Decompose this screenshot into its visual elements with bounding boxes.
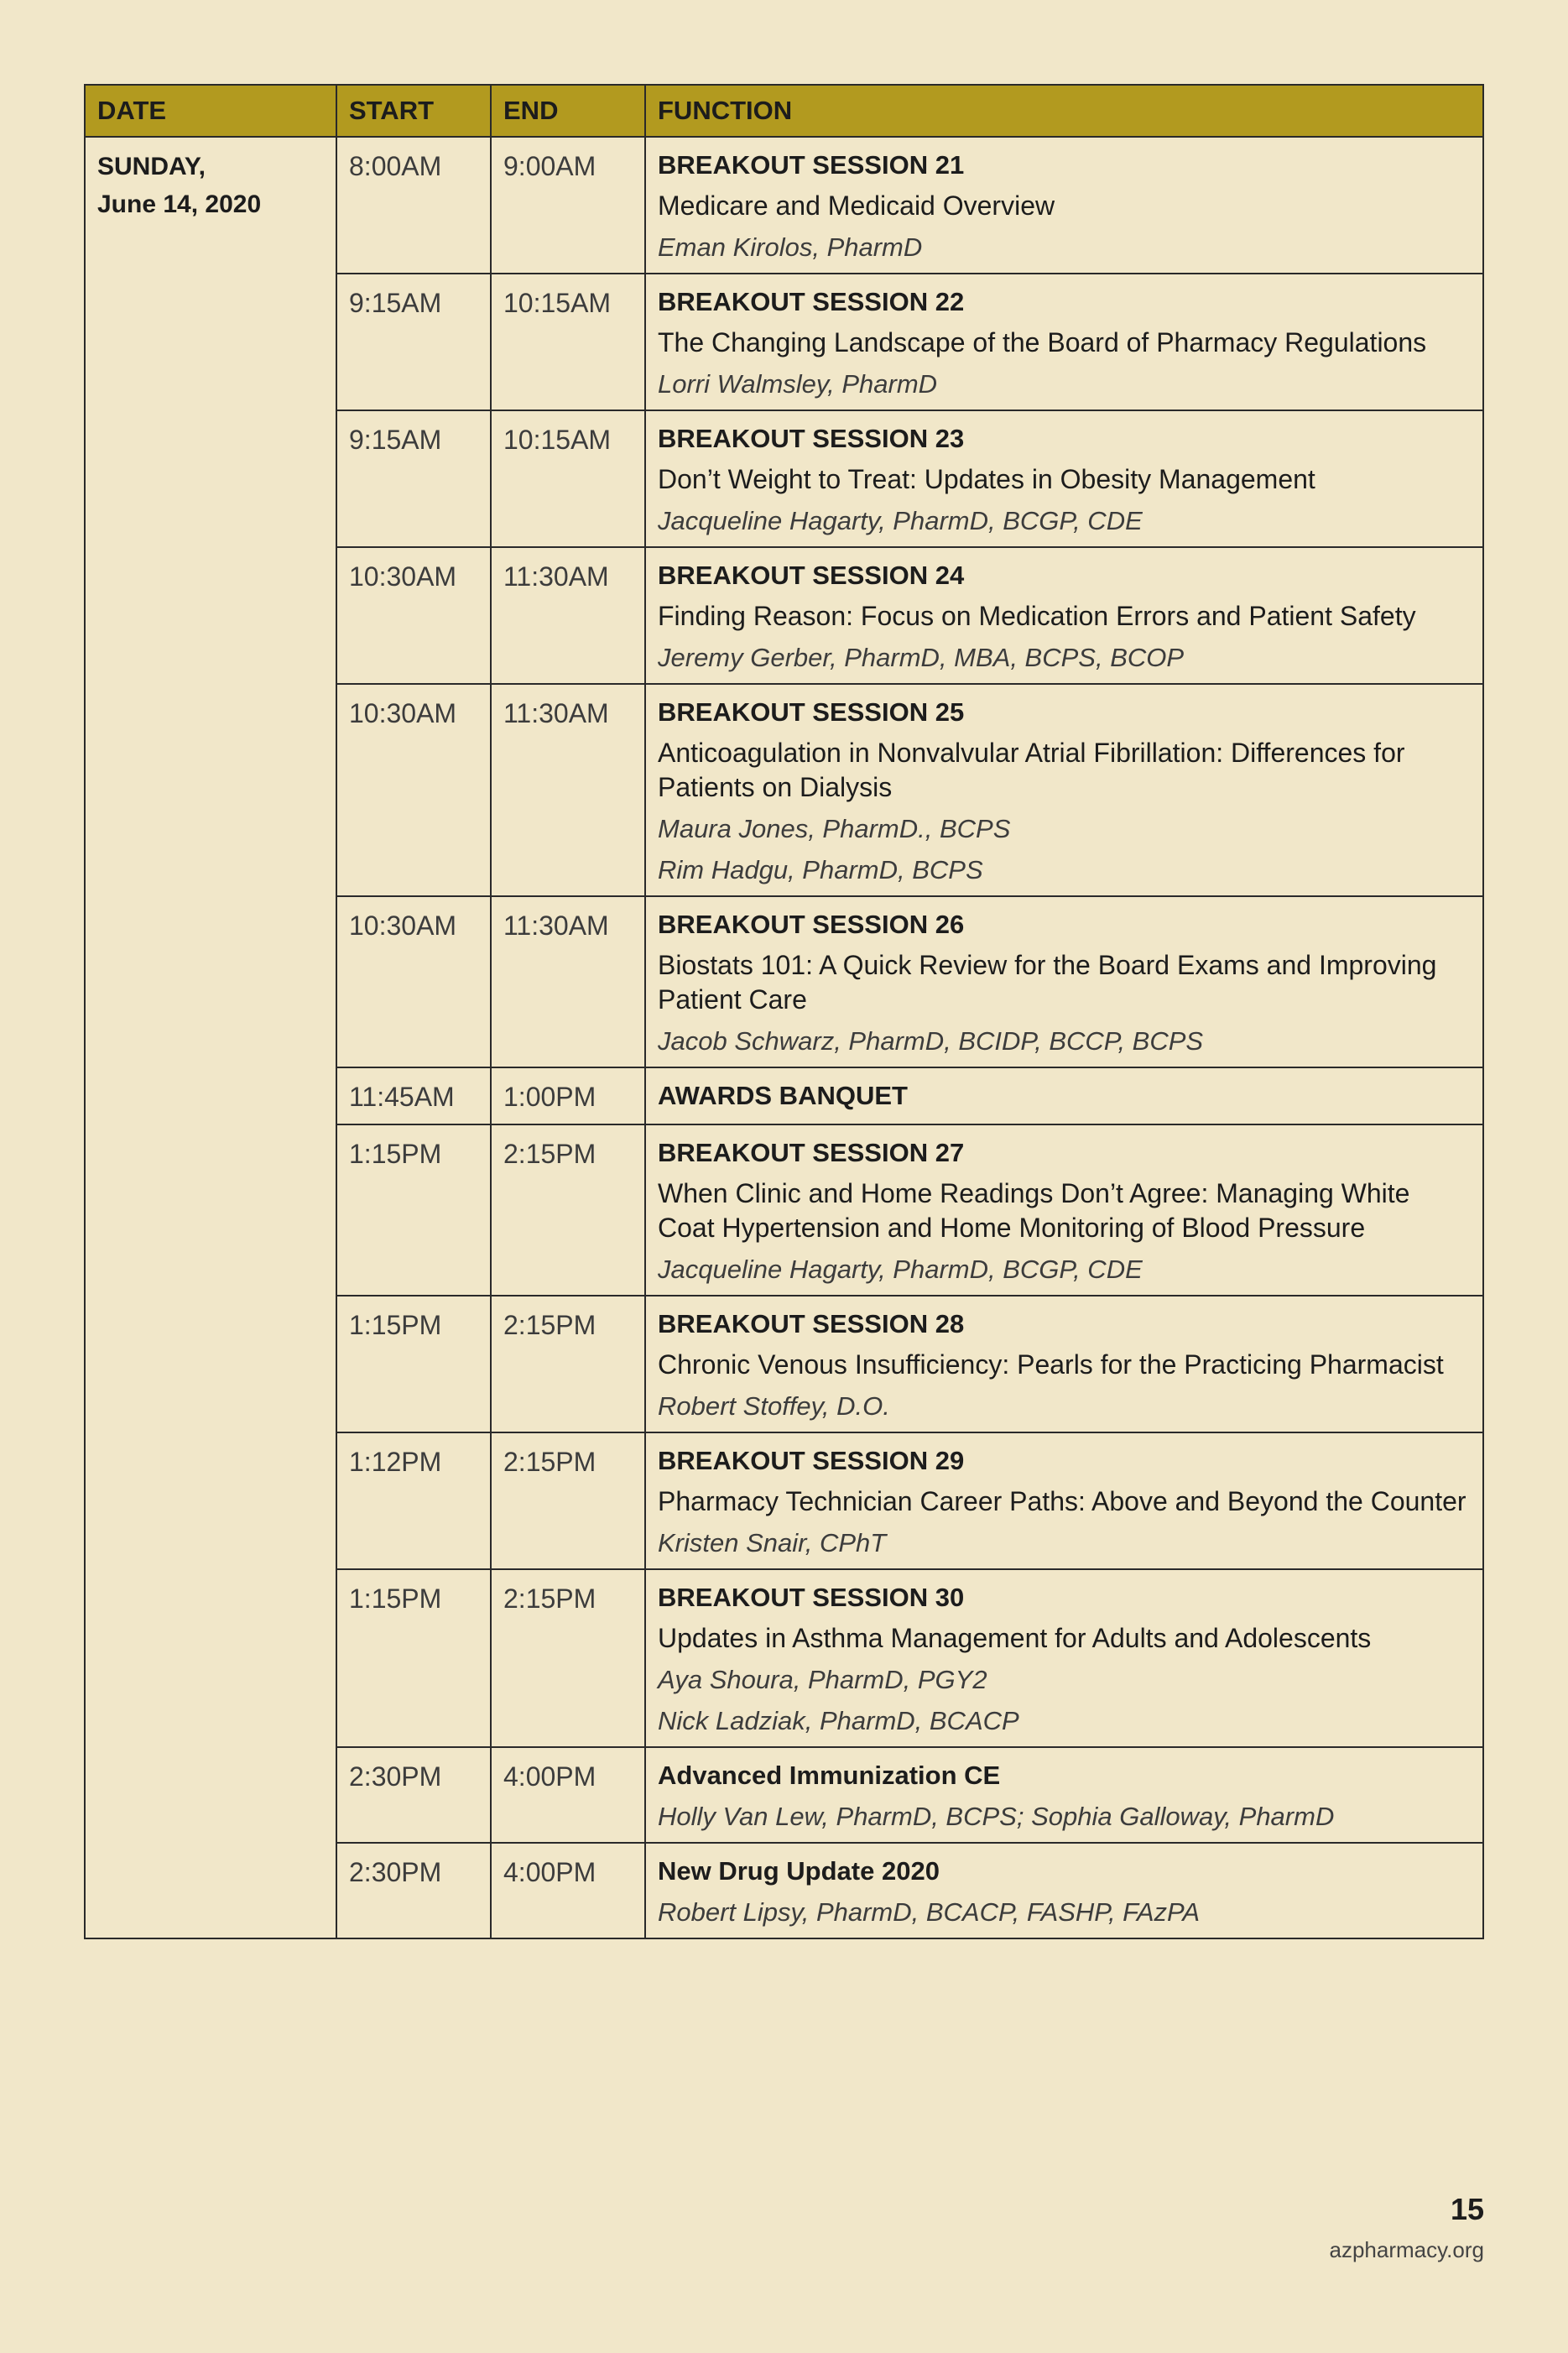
- date-cell: [85, 137, 336, 1938]
- session-topic: Chronic Venous Insufficiency: Pearls for the Practicing Pharmacist: [658, 1349, 1444, 1380]
- function-cell: [645, 896, 1483, 1067]
- session-topic: The Changing Landscape of the Board of Pharmacy Regulations: [658, 327, 1427, 357]
- session-title: BREAKOUT SESSION 24: [658, 561, 965, 590]
- session-speaker: Aya Shoura, PharmD, PGY2: [658, 1665, 987, 1694]
- session-topic: When Clinic and Home Readings Don’t Agree: Managing White Coat Hypertension and Home Monitoring of Blood Pressure: [658, 1178, 1410, 1243]
- session-topic: Pharmacy Technician Career Paths: Above and Beyond the Counter: [658, 1486, 1466, 1516]
- session-title: New Drug Update 2020: [658, 1856, 940, 1886]
- function-cell: [645, 684, 1483, 896]
- start-time: 10:30AM: [336, 896, 491, 1067]
- end-time: 4:00PM: [491, 1843, 645, 1938]
- session-speaker: Jacqueline Hagarty, PharmD, BCGP, CDE: [658, 1255, 1143, 1284]
- table-row: [85, 137, 1483, 274]
- end-time: 2:15PM: [491, 1124, 645, 1296]
- session-speaker: Lorri Walmsley, PharmD: [658, 369, 938, 399]
- session-topic: Finding Reason: Focus on Medication Errors and Patient Safety: [658, 601, 1416, 631]
- function-cell: [645, 1296, 1483, 1432]
- session-title: AWARDS BANQUET: [658, 1081, 908, 1110]
- session-speaker: Eman Kirolos, PharmD: [658, 232, 923, 262]
- function-cell: [645, 137, 1483, 274]
- start-time: 9:15AM: [336, 274, 491, 410]
- header-start: START: [336, 85, 491, 137]
- session-title: BREAKOUT SESSION 29: [658, 1446, 965, 1475]
- function-cell: [645, 1843, 1483, 1938]
- start-time: 2:30PM: [336, 1843, 491, 1938]
- session-title: BREAKOUT SESSION 21: [658, 150, 965, 180]
- start-time: 2:30PM: [336, 1747, 491, 1843]
- function-cell: [645, 410, 1483, 547]
- start-time: 10:30AM: [336, 684, 491, 896]
- session-speaker: Jeremy Gerber, PharmD, MBA, BCPS, BCOP: [658, 643, 1185, 672]
- schedule-table: [84, 84, 1484, 1939]
- session-topic: Don’t Weight to Treat: Updates in Obesity Management: [658, 464, 1315, 494]
- end-time: 10:15AM: [491, 274, 645, 410]
- session-speaker: Kristen Snair, CPhT: [658, 1528, 887, 1557]
- end-time: 9:00AM: [491, 137, 645, 274]
- end-time: 11:30AM: [491, 547, 645, 684]
- session-speaker: Nick Ladziak, PharmD, BCACP: [658, 1706, 1019, 1735]
- header-date: DATE: [85, 85, 336, 137]
- date-label: June 14, 2020: [97, 190, 262, 218]
- header-function: FUNCTION: [645, 85, 1483, 137]
- session-title: BREAKOUT SESSION 28: [658, 1309, 965, 1338]
- website-url: azpharmacy.org: [1329, 2237, 1484, 2262]
- session-title: BREAKOUT SESSION 23: [658, 424, 965, 453]
- session-topic: Medicare and Medicaid Overview: [658, 190, 1055, 221]
- function-cell: [645, 1747, 1483, 1843]
- function-cell: [645, 1124, 1483, 1296]
- start-time: 9:15AM: [336, 410, 491, 547]
- session-title: BREAKOUT SESSION 25: [658, 697, 965, 727]
- end-time: 10:15AM: [491, 410, 645, 547]
- table-header-row: [85, 85, 1483, 137]
- day-label: SUNDAY,: [97, 153, 206, 180]
- session-speaker: Rim Hadgu, PharmD, BCPS: [658, 855, 983, 884]
- session-title: BREAKOUT SESSION 30: [658, 1583, 965, 1612]
- end-time: 2:15PM: [491, 1569, 645, 1747]
- start-time: 1:15PM: [336, 1296, 491, 1432]
- session-speaker: Robert Stoffey, D.O.: [658, 1391, 890, 1421]
- start-time: 1:15PM: [336, 1569, 491, 1747]
- function-cell: [645, 1569, 1483, 1747]
- end-time: 11:30AM: [491, 896, 645, 1067]
- end-time: 2:15PM: [491, 1296, 645, 1432]
- start-time: 1:12PM: [336, 1432, 491, 1569]
- end-time: 4:00PM: [491, 1747, 645, 1843]
- function-cell: [645, 1432, 1483, 1569]
- end-time: 2:15PM: [491, 1432, 645, 1569]
- end-time: 1:00PM: [491, 1067, 645, 1124]
- session-title: Advanced Immunization CE: [658, 1761, 1001, 1790]
- session-speaker: Robert Lipsy, PharmD, BCACP, FASHP, FAzPA: [658, 1897, 1201, 1927]
- schedule-body: [85, 137, 1483, 1938]
- start-time: 10:30AM: [336, 547, 491, 684]
- session-speaker: Maura Jones, PharmD., BCPS: [658, 814, 1011, 843]
- page-number: 15: [1450, 2192, 1484, 2226]
- session-speaker: Jacob Schwarz, PharmD, BCIDP, BCCP, BCPS: [658, 1026, 1204, 1056]
- function-cell: [645, 1067, 1483, 1124]
- session-topic: Biostats 101: A Quick Review for the Board Exams and Improving Patient Care: [658, 950, 1437, 1015]
- start-time: 8:00AM: [336, 137, 491, 274]
- start-time: 11:45AM: [336, 1067, 491, 1124]
- session-speaker: Jacqueline Hagarty, PharmD, BCGP, CDE: [658, 506, 1143, 535]
- header-end: END: [491, 85, 645, 137]
- end-time: 11:30AM: [491, 684, 645, 896]
- function-cell: [645, 547, 1483, 684]
- start-time: 1:15PM: [336, 1124, 491, 1296]
- session-topic: Anticoagulation in Nonvalvular Atrial Fibrillation: Differences for Patients on Dialysis: [658, 738, 1405, 802]
- session-speaker: Holly Van Lew, PharmD, BCPS; Sophia Galloway, PharmD: [658, 1802, 1335, 1831]
- function-cell: [645, 274, 1483, 410]
- session-topic: Updates in Asthma Management for Adults and Adolescents: [658, 1623, 1372, 1653]
- session-title: BREAKOUT SESSION 27: [658, 1138, 965, 1167]
- session-title: BREAKOUT SESSION 22: [658, 287, 965, 316]
- session-title: BREAKOUT SESSION 26: [658, 910, 965, 939]
